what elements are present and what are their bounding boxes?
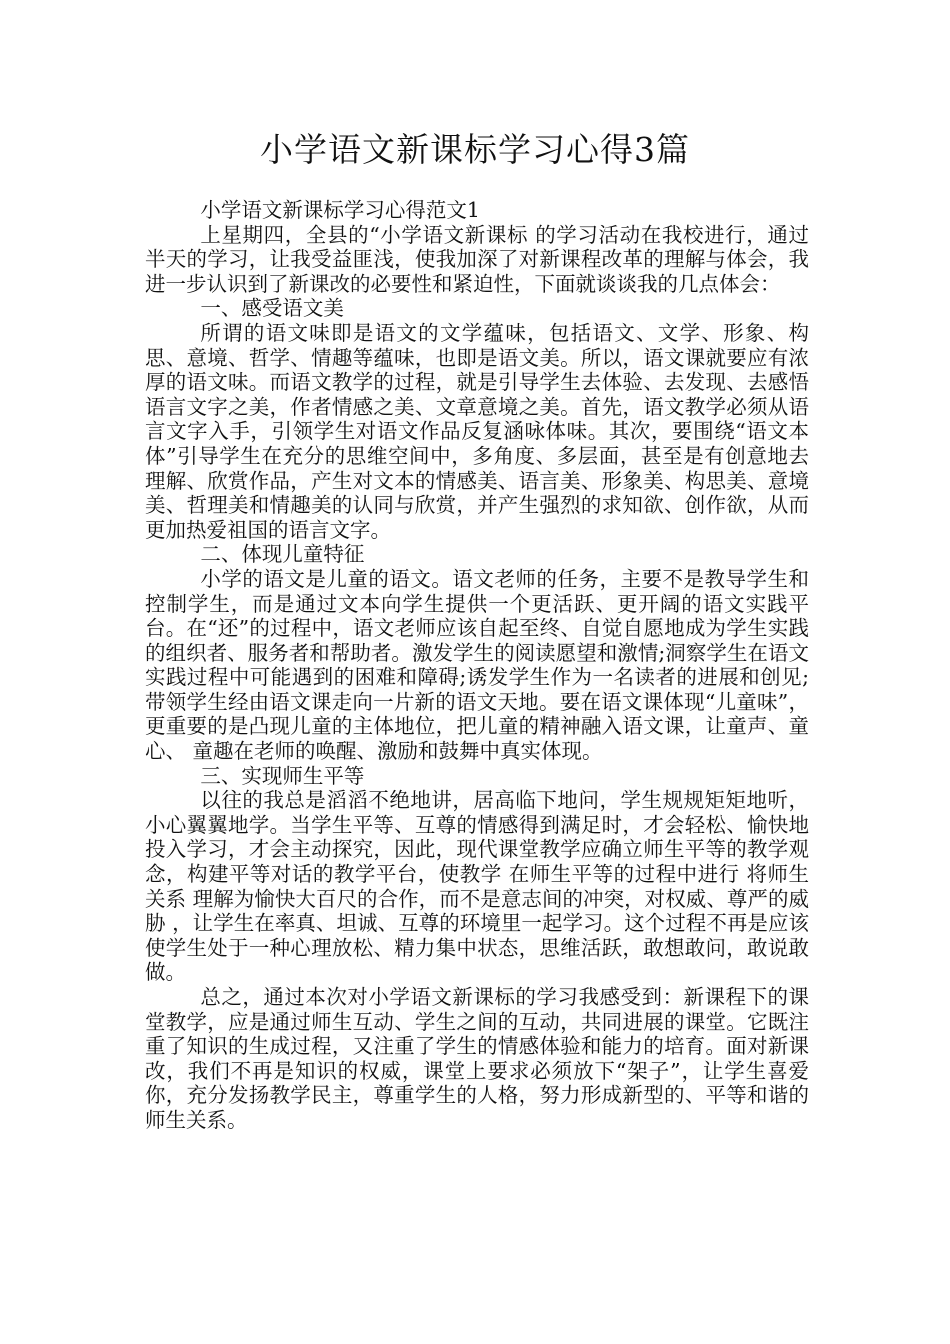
paragraph-conclusion: 总之，通过本次对小学语文新课标的学习我感受到：新课程下的课堂教学，应是通过师生互动、学生之间的互动，共同进展的课堂。它既注重了知识的生成过程，又注重了学生的情感体验和能力的培育。面对新课改，我们不再是知识的权威，课堂上要求必须放下“架子”，让学生喜爱你，充分发扬教学民主，尊重学生的人格，努力形成新型的、平等和谐的师生关系。 xyxy=(145,985,809,1132)
paragraph-intro: 上星期四，全县的“小学语文新课标 的学习活动在我校进行，通过半天的学习，让我受益匪浅，使我加深了对新课程改革的理解与体会，我进一步认识到了新课改的必要性和紧迫性，下面就谈谈我的几点体会： xyxy=(145,222,809,296)
document-title: 小学语文新课标学习心得3篇 xyxy=(260,130,690,169)
paragraph-section-2: 小学的语文是儿童的语文。语文老师的任务，主要不是教导学生和控制学生，而是通过文本向学生提供一个更活跃、更开阔的语文实践平台。在“还”的过程中，语文老师应该自起至终、自觉自愿地成为学生实践的组织者、服务者和帮助者。激发学生的阅读愿望和激情;洞察学生在语文实践过程中可能遇到的困难和障碍;诱发学生作为一名读者的进展和创见;带领学生经由语文课走向一片新的语文天地。要在语文课体现“儿童味”，更重要的是凸现儿童的主体地位，把儿童的精神融入语文课，让童声、童心、 童趣在老师的唤醒、激励和鼓舞中真实体现。 xyxy=(145,566,809,764)
paragraph-section-1: 所谓的语文味即是语文的文学蕴味，包括语文、文学、形象、构思、意境、哲学、情趣等蕴味，也即是语文美。所以，语文课就要应有浓厚的语文味。而语文教学的过程，就是引导学生去体验、去发现、去感悟语言文字之美，作者情感之美、文章意境之美。首先，语文教学必须从语言文字入手，引领学生对语文作品反复涵咏体味。其次，要围绕“语文本体”引导学生在充分的思维空间中，多角度、多层面，甚至是有创意地去理解、欣赏作品，产生对文本的情感美、语言美、形象美、构思美、意境美、哲理美和情趣美的认同与欣赏，并产生强烈的求知欲、创作欲，从而更加热爱祖国的语言文字。 xyxy=(145,320,809,542)
section-heading-2: 二、体现儿童特征 xyxy=(200,542,365,567)
document-body xyxy=(145,198,809,1133)
section-heading-1: 一、感受语文美 xyxy=(200,296,344,321)
section-subtitle: 小学语文新课标学习心得范文1 xyxy=(200,198,480,222)
section-heading-3: 三、实现师生平等 xyxy=(200,763,365,788)
paragraph-section-3: 以往的我总是滔滔不绝地讲，居高临下地问，学生规规矩矩地听，小心翼翼地学。当学生平等、互尊的情感得到满足时，才会轻松、愉快地投入学习，才会主动探究，因此，现代课堂教学应确立师生平等的教学观念，构建平等对话的教学平台，使教学 在师生平等的过程中进行 将师生关系 理解为愉快大百尺的合作，而不是意志间的冲突，对权威、尊严的威胁 ，让学生在率真、坦诚、互尊的环境里一起学习。这个过程不再是应该使学生处于一种心理放松、精力集中状态，思维活跃，敢想敢问，敢说敢做。 xyxy=(145,788,809,985)
